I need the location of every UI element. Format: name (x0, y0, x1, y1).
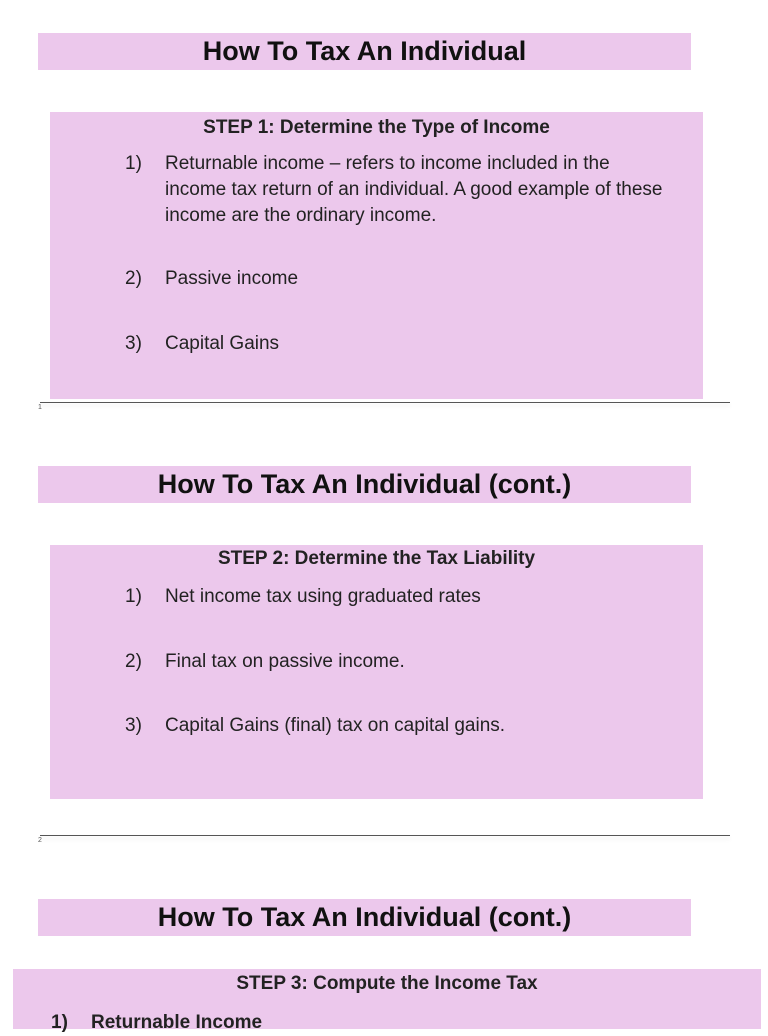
list-item (125, 151, 665, 229)
list-item-number: 1) (125, 153, 142, 174)
list-item (125, 584, 665, 610)
slide-3-title: How To Tax An Individual (cont.) (38, 899, 691, 936)
list-item-text: Capital Gains (final) tax on capital gains. (165, 715, 506, 736)
list-item-text: Passive income (165, 268, 299, 289)
slide-2-divider (40, 835, 730, 836)
slide-3-content-box (13, 969, 761, 1033)
list-item-text: Returnable income – refers to income included in the income tax return of an individual. A good example of these income are the ordinary income. (165, 153, 663, 226)
slide-2-page-number: 2 (38, 837, 42, 844)
slide-1-page-number: 1 (38, 404, 42, 411)
list-item-text: Net income tax using graduated rates (165, 586, 481, 607)
slide-2-step-heading: STEP 2: Determine the Tax Liability (217, 548, 536, 569)
list-item-number: 1) (125, 586, 142, 607)
slide-2-content-box (50, 545, 703, 799)
list-item-number: 2) (125, 268, 142, 289)
list-item-number: 3) (125, 333, 142, 354)
list-item-text: Capital Gains (165, 333, 280, 354)
list-item-number: 3) (125, 715, 142, 736)
slide-3-step-heading: STEP 3: Compute the Income Tax (236, 973, 538, 994)
slide-1-title: How To Tax An Individual (38, 33, 691, 70)
list-item-text: Final tax on passive income. (165, 651, 405, 672)
list-item (125, 266, 665, 292)
slide-1-divider (40, 402, 730, 403)
list-item-number: 2) (125, 651, 142, 672)
slide-2-title: How To Tax An Individual (cont.) (38, 466, 691, 503)
list-item-number: 1) (51, 1012, 68, 1033)
list-item (125, 331, 665, 357)
list-item-text: Returnable Income (91, 1012, 263, 1033)
list-item (125, 713, 665, 739)
slide-1-content-box (50, 112, 703, 399)
slide-1-step-heading: STEP 1: Determine the Type of Income (203, 117, 550, 138)
list-item (125, 649, 665, 675)
list-item (51, 1010, 591, 1036)
